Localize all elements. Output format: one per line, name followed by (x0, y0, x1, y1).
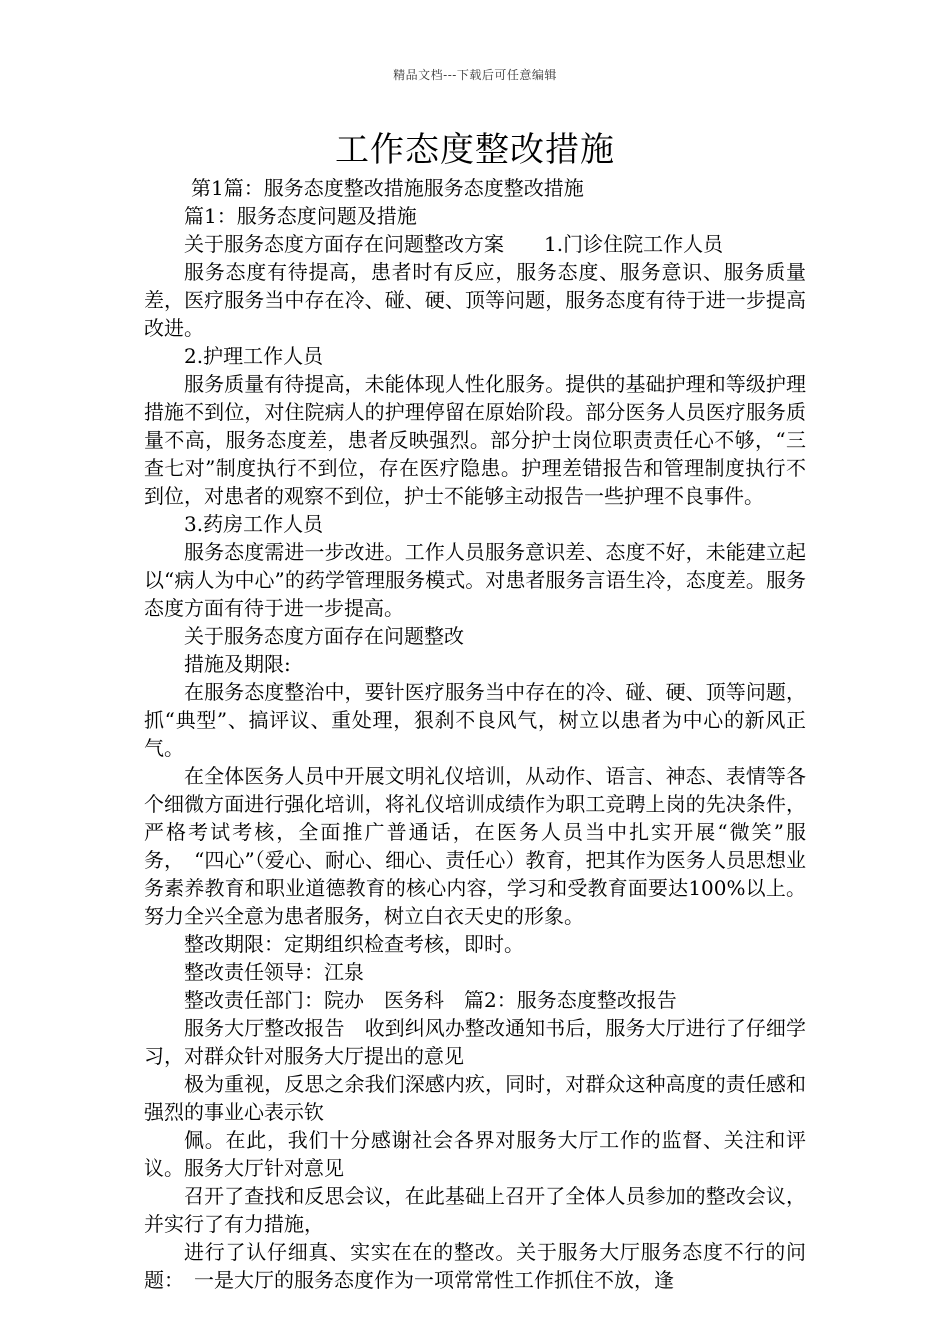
paragraph-19: 召开了查找和反思会议，在此基础上召开了全体人员参加的整改会议，并实行了有力措施， (144, 1184, 806, 1236)
paragraph-13: 整改期限：定期组织检查考核，即时。 (184, 932, 524, 956)
paragraph-3: 关于服务态度方面存在问题整改方案 1.门诊住院工作人员 (184, 232, 724, 256)
paragraph-5: 2.护理工作人员 (184, 344, 324, 368)
paragraph-14: 整改责任领导：江泉 (184, 960, 364, 984)
document-title: 工作态度整改措施 (335, 130, 615, 170)
header-note: 精品文档---下载后可任意编辑 (393, 68, 557, 82)
paragraph-6: 服务质量有待提高，未能体现人性化服务。提供的基础护理和等级护理措施不到位，对住院病人的护理停留在原始阶段。部分医务人员医疗服务质量不高，服务态度差，患者反映强烈。部分护士岗位职责责任心不够，“三查七对”制度执行不到位，存在医疗隐患。护理差错报告和管理制度执行不到位，对患者的观察不到位，护士不能够主动报告一些护理不良事件。 (144, 372, 806, 508)
document-body (144, 174, 806, 1294)
paragraph-9: 关于服务态度方面存在问题整改 (184, 624, 464, 648)
paragraph-2: 篇1：服务态度问题及措施 (184, 204, 417, 228)
paragraph-4: 服务态度有待提高，患者时有反应，服务态度、服务意识、服务质量差，医疗服务当中存在冷、碰、硬、顶等问题，服务态度有待于进一步提高改进。 (144, 260, 806, 340)
paragraph-10: 措施及期限: (184, 652, 291, 676)
paragraph-20: 进行了认仔细真、实实在在的整改。关于服务大厅服务态度不行的问题： 一是大厅的服务态度作为一项常常性工作抓住不放，逢 (144, 1240, 806, 1292)
paragraph-11: 在服务态度整治中，要针医疗服务当中存在的冷、碰、硬、顶等问题，抓“典型”、搞评议、重处理，狠刹不良风气，树立以患者为中心的新风正气。 (144, 680, 806, 760)
paragraph-17: 极为重视，反思之余我们深感内疚，同时，对群众这种高度的责任感和强烈的事业心表示钦 (144, 1072, 806, 1124)
paragraph-8: 服务态度需进一步改进。工作人员服务意识差、态度不好，未能建立起以“病人为中心”的药学管理服务模式。对患者服务言语生冷，态度差。服务态度方面有待于进一步提高。 (144, 540, 806, 620)
paragraph-12: 在全体医务人员中开展文明礼仪培训，从动作、语言、神态、表情等各个细微方面进行强化培训，将礼仪培训成绩作为职工竞聘上岗的先决条件，严格考试考核，全面推广普通话，在医务人员当中扎实开展“微笑”服务， “四心”（爱心、耐心、细心、责任心）教育，把其作为医务人员思想业务素养教育和职业道德教育的核心内容，学习和受教育面要达100%以上。努力全兴全意为患者服务，树立白衣天史的形象。 (144, 764, 806, 928)
paragraph-18: 佩。在此，我们十分感谢社会各界对服务大厅工作的监督、关注和评议。服务大厅针对意见 (144, 1128, 806, 1180)
paragraph-15: 整改责任部门：院办 医务科 篇2：服务态度整改报告 (184, 988, 677, 1012)
paragraph-1: 第1篇：服务态度整改措施服务态度整改措施 (191, 176, 584, 200)
paragraph-16: 服务大厅整改报告 收到纠风办整改通知书后，服务大厅进行了仔细学习，对群众针对服务大厅提出的意见 (144, 1016, 806, 1068)
paragraph-7: 3.药房工作人员 (184, 512, 324, 536)
